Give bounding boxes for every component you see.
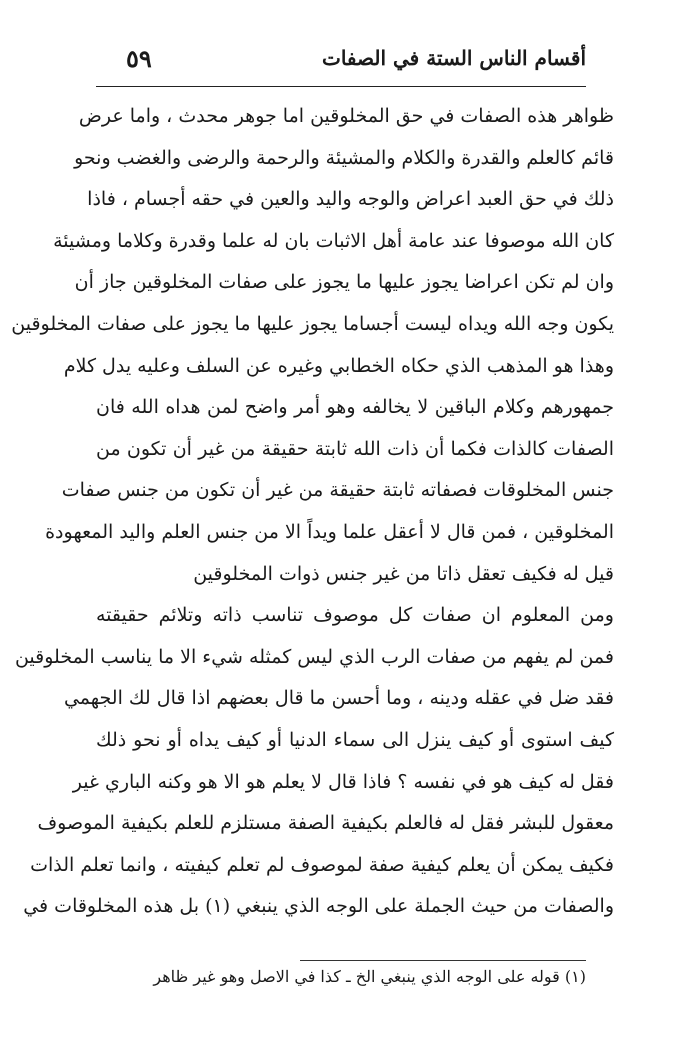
text-line: جمهورهم وكلام الباقين لا يخالفه وهو أمر واضح لمن هداه الله فان [96,396,614,419]
text-line: والصفات من حيث الجملة على الوجه الذي ينبغي (١) بل هذه المخلوقات في [23,895,614,918]
text-line: ظواهر هذه الصفات في حق المخلوقين اما جوهر محدث ، واما عرض [78,105,614,127]
text-line: الصفات كالذات فكما أن ذات الله ثابتة حقيقة من غير أن تكون من [96,437,614,460]
text-line: قيل له فكيف تعقل ذاتا من غير جنس ذوات المخلوقين [193,562,614,585]
footnote-divider [300,960,586,961]
text-line: قائم كالعلم والقدرة والكلام والمشيئة والرحمة والرضى والغضب ونحو [74,146,614,169]
text-line: وان لم تكن اعراضا يجوز عليها ما يجوز على صفات المخلوقين جاز أن [74,271,614,294]
text-line: يكون وجه الله ويداه ليست أجساما يجوز عليها ما يجوز على صفات المخلوقين [11,312,614,335]
text-line: جنس المخلوقات فصفاته ثابتة حقيقة من غير أن تكون من جنس صفات [61,479,614,502]
text-line: المخلوقين ، فمن قال لا أعقل علما ويداً الا من جنس العلم واليد المعهودة [45,520,614,543]
text-line: وهذا هو المذهب الذي حكاه الخطابي وغيره عن السلف وعليه يدل كلام [63,354,614,377]
footnote: (١) قوله على الوجه الذي ينبغي الخ ـ كذا في الاصل وهو غير ظاهر [153,967,586,986]
body-text [11,96,614,928]
page-number: ٥٩ [126,44,152,73]
text-line: معقول للبشر فقل له فالعلم بكيفية الصفة مستلزم للعلم بكيفية الموصوف [37,812,614,835]
text-line: كيف استوى أو كيف ينزل الى سماء الدنيا أو كيف يداه أو نحو ذلك [96,728,614,751]
header-divider [96,86,586,87]
text-line: ذلك في حق العبد اعراض والوجه واليد والعين في حقه أجسام ، فاذا [87,188,614,211]
text-line: فكيف يمكن أن يعلم كيفية صفة لموصوف لم تعلم كيفيته ، وانما تعلم الذات [30,853,614,876]
text-line: ومن المعلوم ان صفات كل موصوف تناسب ذاته وتلائم حقيقته [96,604,614,627]
text-line: كان الله موصوفا عند عامة أهل الاثبات بان له علما وقدرة وكلاما ومشيئة [53,229,614,252]
page-header [96,42,586,86]
text-line: فقل له كيف هو في نفسه ؟ فاذا قال لا يعلم هو الا هو وكنه الباري غير [72,770,614,793]
text-line: فمن لم يفهم من صفات الرب الذي ليس كمثله شيء الا ما يناسب المخلوقين [14,645,614,668]
text-line: فقد ضل في عقله ودينه ، وما أحسن ما قال بعضهم اذا قال لك الجهمي [63,687,614,710]
running-title: أقسام الناس الستة في الصفات [322,46,586,70]
